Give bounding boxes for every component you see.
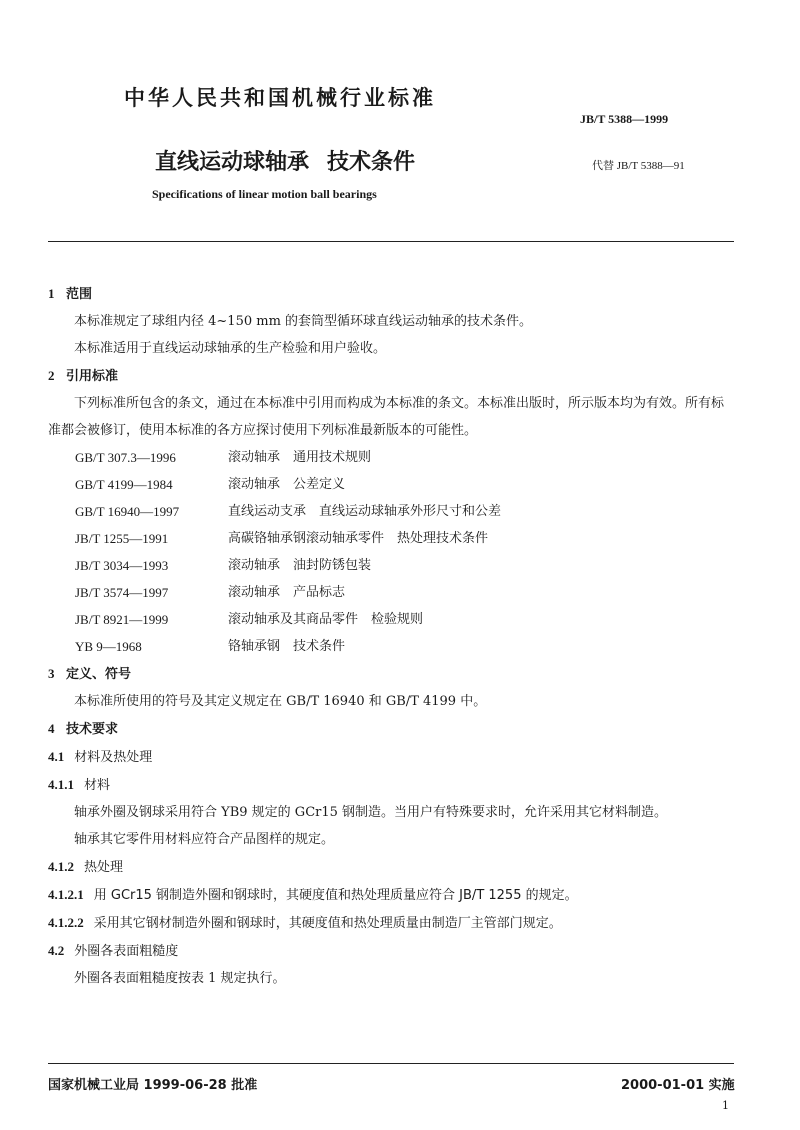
reference-item: GB/T 16940—1997 直线运动支承 直线运动球轴承外形尺寸和公差 <box>75 504 502 519</box>
reference-item: JB/T 3574—1997 滚动轴承 产品标志 <box>75 585 346 600</box>
reference-item: JB/T 8921—1999 滚动轴承及其商品零件 检验规则 <box>75 612 424 627</box>
reference-item: GB/T 4199—1984 滚动轴承 公差定义 <box>75 477 346 492</box>
replaces-standard: 代替 JB/T 5388—91 <box>592 160 685 172</box>
section-4-2-paragraph-1: 外圈各表面粗糙度按表 1 规定执行。 <box>74 971 286 986</box>
section-4-1-heading: 4.1 材料及热处理 <box>48 749 153 765</box>
header-divider <box>48 241 734 242</box>
section-4-1-1-paragraph-1: 轴承外圈及钢球采用符合 YB9 规定的 GCr15 钢制造。当用户有特殊要求时，允许采用其它材料制造。 <box>74 805 668 820</box>
title-part-1: 直线运动球轴承 <box>155 150 310 175</box>
issuing-organization: 中华人民共和国机械行业标准 <box>124 86 436 110</box>
section-4-2-heading: 4.2 外圈各表面粗糙度 <box>48 943 179 959</box>
title-part-2: 技术条件 <box>327 150 416 175</box>
standard-code: JB/T 5388—1999 <box>580 112 669 126</box>
reference-item: JB/T 3034—1993 滚动轴承 油封防锈包装 <box>75 558 372 573</box>
document-title <box>155 145 415 176</box>
approval-date: 国家机械工业局 1999-06-28 批准 <box>48 1078 258 1093</box>
section-2-heading: 2 引用标准 <box>48 368 119 384</box>
normative-references <box>75 444 736 660</box>
section-4-1-2-2-clause: 4.1.2.2 采用其它钢材制造外圈和钢球时，其硬度值和热处理质量由制造厂主管部门规定。 <box>48 915 562 931</box>
section-1-paragraph-2: 本标准适用于直线运动球轴承的生产检验和用户验收。 <box>74 341 387 356</box>
section-4-1-1-paragraph-2: 轴承其它零件用材料应符合产品图样的规定。 <box>74 832 335 847</box>
section-4-1-2-heading: 4.1.2 热处理 <box>48 859 124 875</box>
document-body <box>48 280 736 992</box>
english-title: Specifications of linear motion ball bearings <box>152 187 377 201</box>
section-4-heading: 4 技术要求 <box>48 721 119 737</box>
section-4-1-2-1-clause: 4.1.2.1 用 GCr15 钢制造外圈和钢球时，其硬度值和热处理质量应符合 JB/T 1255 的规定。 <box>48 887 578 903</box>
implementation-date: 2000-01-01 实施 <box>621 1078 735 1093</box>
section-1-paragraph-1: 本标准规定了球组内径 4~150 mm 的套筒型循环球直线运动轴承的技术条件。 <box>74 314 533 329</box>
section-4-1-1-heading: 4.1.1 材料 <box>48 777 111 793</box>
reference-item: GB/T 307.3—1996 滚动轴承 通用技术规则 <box>75 450 372 465</box>
reference-item: JB/T 1255—1991 高碳铬轴承钢滚动轴承零件 热处理技术条件 <box>75 531 489 546</box>
reference-item: YB 9—1968 铬轴承钢 技术条件 <box>75 639 346 654</box>
section-3-paragraph-1: 本标准所使用的符号及其定义规定在 GB/T 16940 和 GB/T 4199 中。 <box>74 694 487 709</box>
footer-divider <box>48 1063 734 1064</box>
section-2-paragraph-1: 下列标准所包含的条文，通过在本标准中引用而构成为本标准的条文。本标准出版时，所示版本均为有效。所有标准都会被修订，使用本标准的各方应探讨使用下列标准最新版本的可能性。 <box>48 396 725 438</box>
section-1-heading: 1 范围 <box>48 286 93 302</box>
page-number: 1 <box>722 1099 729 1112</box>
section-3-heading: 3 定义、符号 <box>48 666 132 682</box>
